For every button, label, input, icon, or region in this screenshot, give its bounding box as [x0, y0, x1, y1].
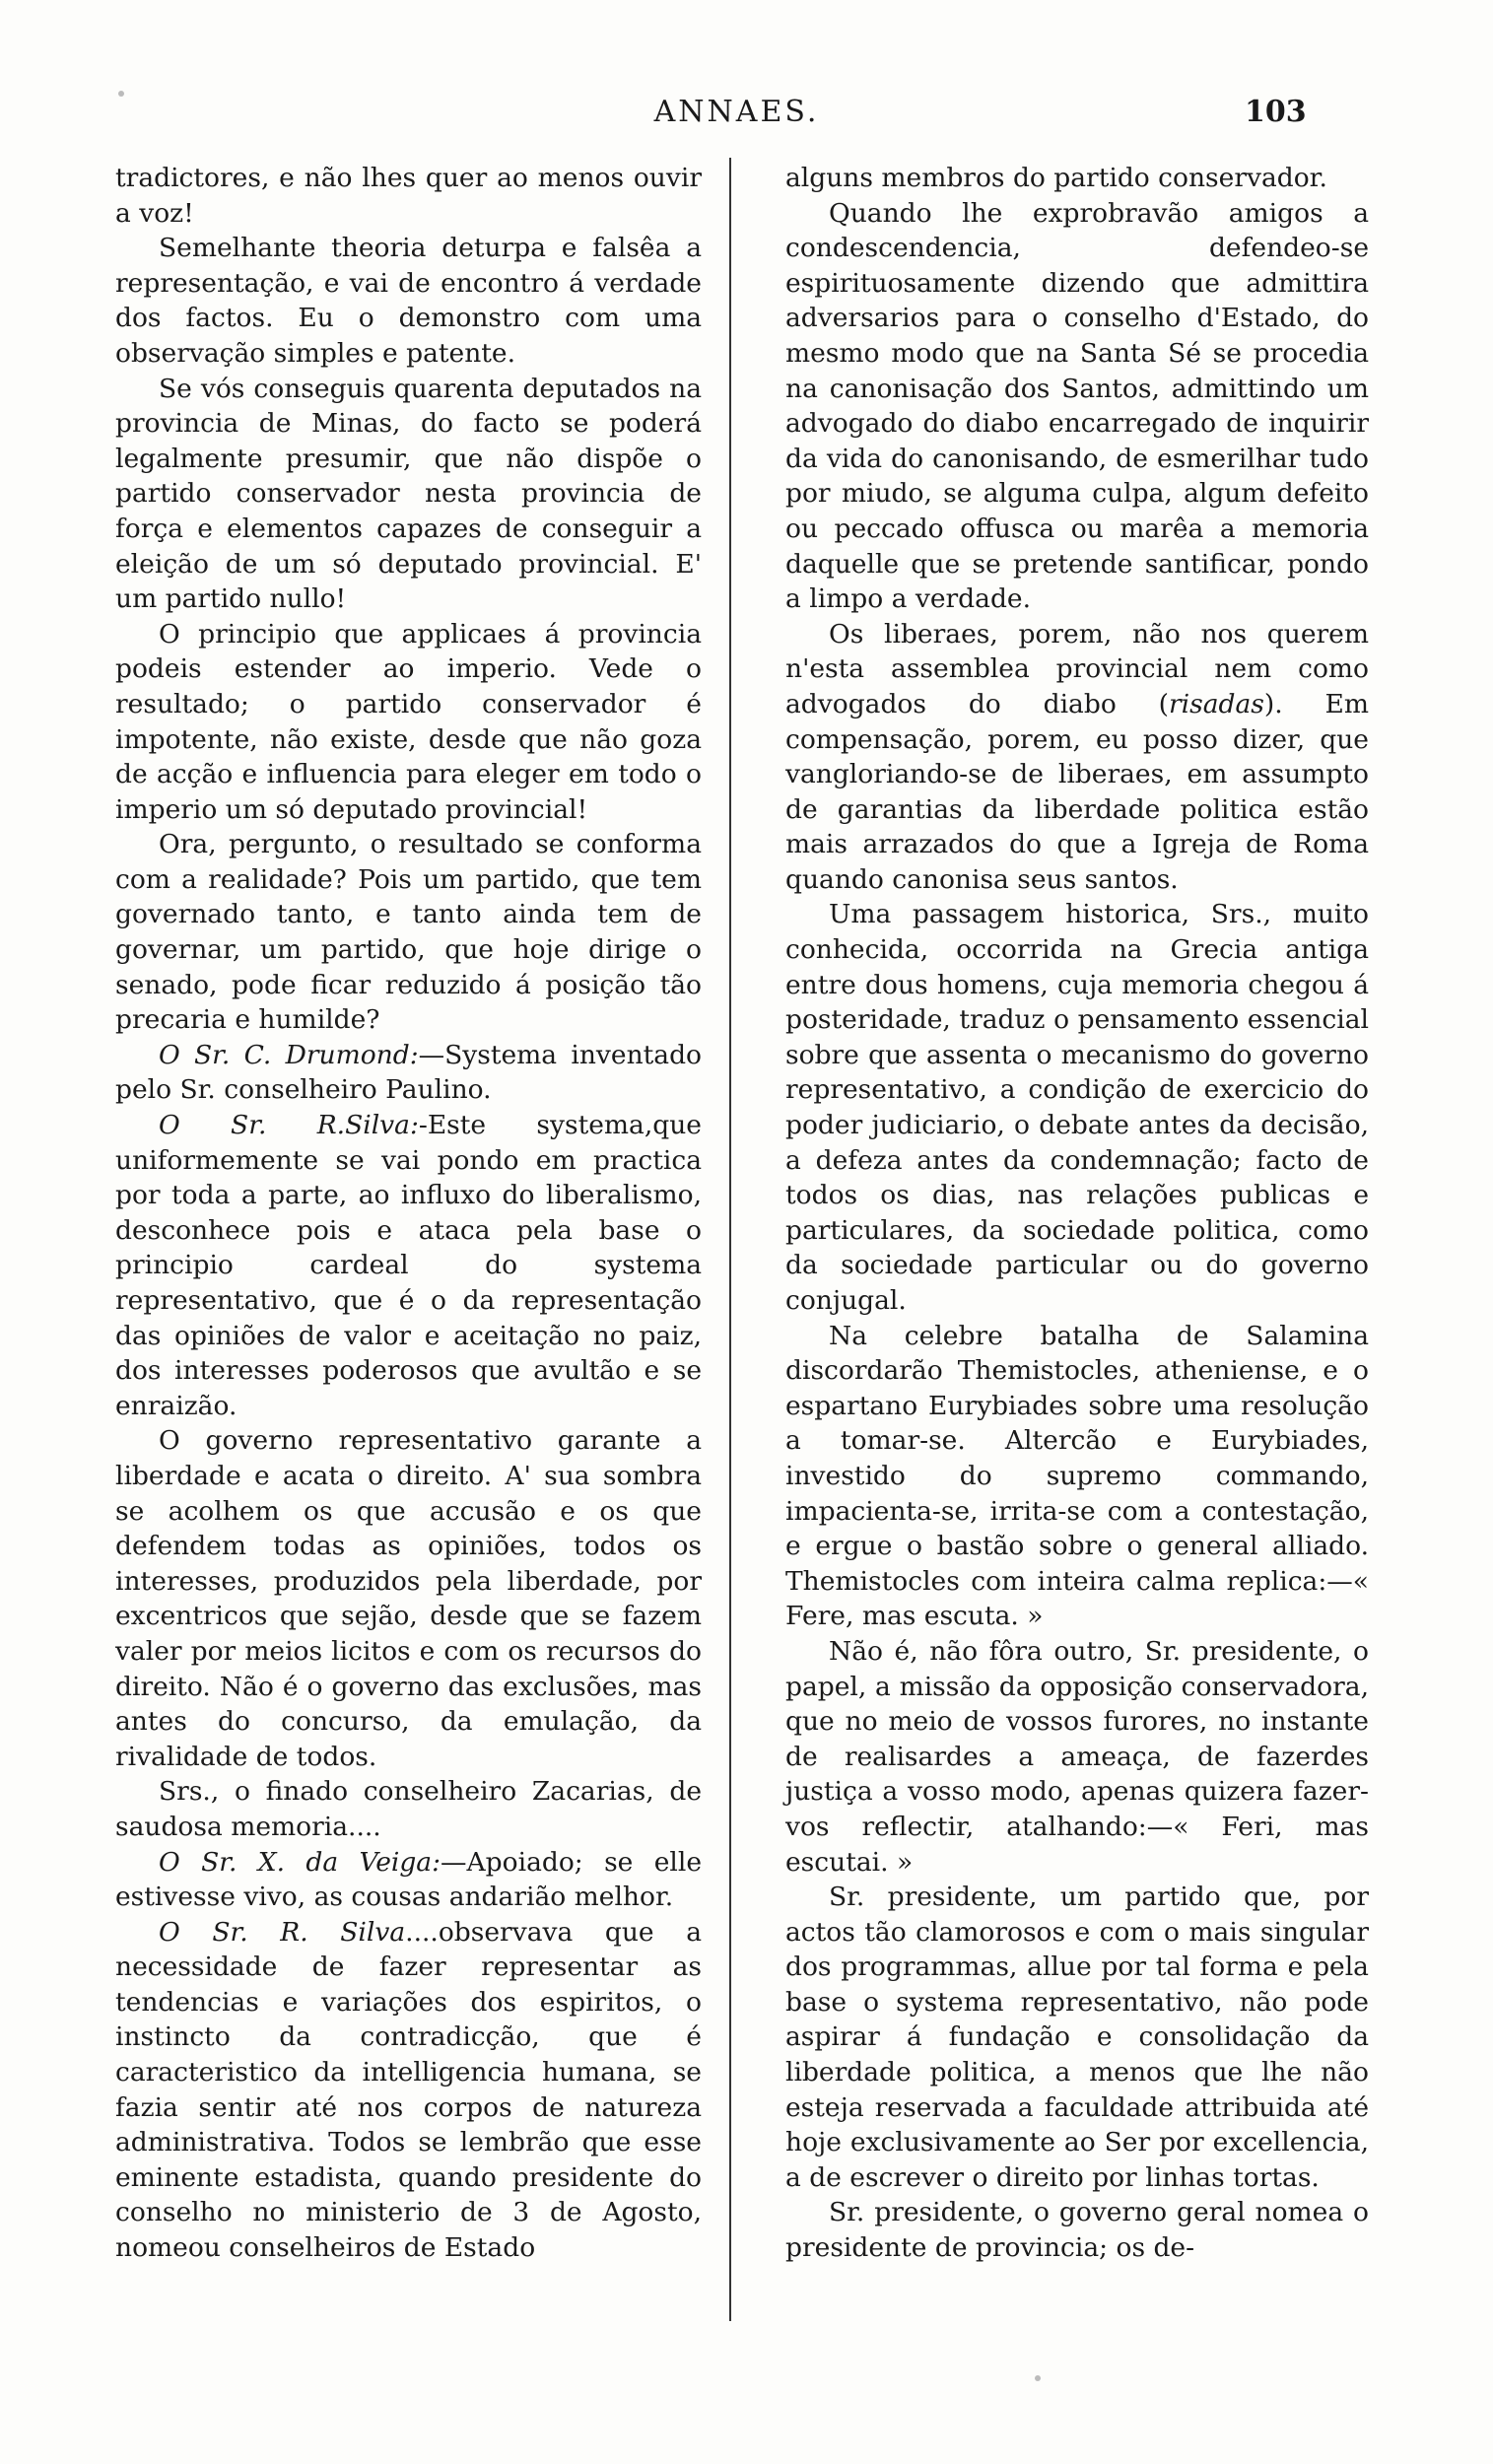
speaker-name: O Sr. R.Silva:: [159, 1110, 419, 1141]
paragraph: tradictores, e não lhes quer ao menos ouvir a voz!: [115, 163, 702, 229]
paragraph: [785, 617, 1369, 898]
speech-text: ....observava que a necessidade de fazer representar as tendencias e variações dos espiritos, o instincto da contradicção, que é caracteristico da intelligencia humana, se fazia sentir até nos corpos de natureza administrativa. Todos se lembrão que esse eminente estadista, quando presidente do conselho no ministerio de 3 de Agosto, nomeou conselheiros de Estado: [115, 1916, 702, 2264]
paragraph: Srs., o finado conselheiro Zacarias, de saudosa memoria....: [115, 1776, 702, 1842]
speech-paragraph: [115, 1038, 702, 1108]
paragraph: O principio que applicaes á provincia podeis estender ao imperio. Vede o resultado; o partido conservador é impotente, não existe, desde que não goza de acção e influencia para eleger em todo o imperio um só deputado provincial!: [115, 618, 702, 825]
paragraph: alguns membros do partido conservador.: [785, 163, 1327, 193]
speech-text: —Apoiado; se elle estivesse vivo, as cousas andarião melhor.: [115, 1846, 703, 1913]
column-divider: [729, 158, 731, 2321]
speaker-name: O Sr. X. da Veiga:: [159, 1846, 441, 1878]
paragraph: Ora, pergunto, o resultado se conforma com a realidade? Pois um partido, que tem governado tanto, e tanto ainda tem de governar, um partido, que hoje dirige o senado, pode ficar reduzido á posição tão precaria e humilde?: [115, 829, 702, 1036]
paper-speck: [118, 91, 124, 97]
paragraph: Se vós conseguis quarenta deputados na provincia de Minas, do facto se poderá legalmente presumir, que não dispõe o partido conservador nesta provincia de força e elementos capazes de conseguir a eleição de um só deputado provincial. E' um partido nullo!: [115, 373, 702, 615]
speech-text: -Este systema,que uniformemente se vai pondo em practica por toda a parte, ao influxo do liberalismo, desconhece pois e ataca pela base o principio cardeal do systema representativo, que é o da representação das opiniões de valor e aceitação no paiz, dos interesses poderosos que avultão e se enraizão.: [115, 1110, 702, 1421]
speech-paragraph: [115, 1108, 702, 1423]
page-number: 103: [1245, 95, 1307, 129]
paragraph: Na celebre batalha de Salamina discordarão Themistocles, atheniense, e o espartano Eurybiades sobre uma resolução a tomar-se. Altercão e Eurybiades, investido do supremo commando, impacienta-se, irrita-se com a contestação, e ergue o bastão sobre o general alliado. Themistocles com inteira calma replica:—« Fere, mas escuta. »: [785, 1320, 1369, 1632]
speaker-name: O Sr. C. Drumond:: [159, 1039, 419, 1070]
speaker-name: O Sr. R. Silva: [159, 1916, 406, 1948]
paragraph: Uma passagem historica, Srs., muito conhecida, occorrida na Grecia antiga entre dous homens, cuja memoria chegou á posteridade, traduz o pensamento essencial sobre que assenta o mecanismo do governo representativo, a condição de exercicio do poder judiciario, o debate antes da decisão, a defeza antes da condemnação; facto de todos os dias, nas relações publicas e particulares, da sociedade politica, como da sociedade particular ou do governo conjugal.: [785, 899, 1369, 1316]
paragraph: Quando lhe exprobravão amigos a condescendencia, defendeo-se espirituosamente dizendo que admittira adversarios para o conselho d'Estado, do mesmo modo que na Santa Sé se procedia na canonisação dos Santos, admittindo um advogado do diabo encarregado de inquirir da vida do canonisando, de esmerilhar tudo por miudo, se alguma culpa, algum defeito ou peccado offusca ou marêa a memoria daquelle que se pretende santificar, pondo a limpo a verdade.: [785, 197, 1369, 615]
speech-text: —Systema inventado pelo Sr. conselheiro Paulino.: [115, 1039, 702, 1106]
running-header: [0, 95, 1493, 134]
paragraph: Não é, não fôra outro, Sr. presidente, o papel, a missão da opposição conservadora, que no meio de vossos furores, no instante de realisardes a ameaça, de fazerdes justiça a vosso modo, apenas quizera fazer-vos reflectir, atalhando:—« Feri, mas escutai. »: [785, 1635, 1369, 1878]
speech-paragraph: [115, 1845, 702, 1915]
running-title: ANNAES.: [653, 95, 820, 129]
right-column: [785, 161, 1369, 2266]
speech-paragraph: [115, 1915, 702, 2266]
paragraph: O governo representativo garante a liberdade e acata o direito. A' sua sombra se acolhem os que accusão e os que defendem todas as opiniões, todos os interesses, produzidos pela liberdade, por excentricos que sejão, desde que se fazem valer por meios licitos e com os recursos do direito. Não é o governo das exclusões, mas antes do concurso, da emulação, da rivalidade de todos.: [115, 1425, 702, 1772]
paragraph: Semelhante theoria deturpa e falsêa a representação, e vai de encontro á verdade dos factos. Eu o demonstro com uma observação simples e patente.: [115, 233, 702, 369]
stage-direction: risadas: [1168, 688, 1264, 719]
paragraph: Sr. presidente, o governo geral nomea o presidente de provincia; os de-: [785, 2197, 1369, 2264]
paragraph-text: Os liberaes, porem, não nos querem n'esta assemblea provincial nem como advogados do diabo (: [785, 618, 1369, 719]
paper-speck: [1035, 2375, 1041, 2381]
paragraph: Sr. presidente, um partido que, por actos tão clamorosos e com o mais singular dos programmas, allue por tal forma e pela base o systema representativo, não pode aspirar á fundação e consolidação da liberdade politica, a menos que lhe não esteja reservada a faculdade attribuida até hoje exclusivamente ao Ser por excellencia, a de escrever o direito por linhas tortas.: [785, 1882, 1369, 2193]
paragraph-text: ). Em compensação, porem, eu posso dizer, que vangloriando-se de liberaes, em assumpto de garantias da liberdade politica estão mais arrazados do que a Igreja de Roma quando canonisa seus santos.: [785, 688, 1369, 895]
left-column: [115, 161, 702, 2266]
